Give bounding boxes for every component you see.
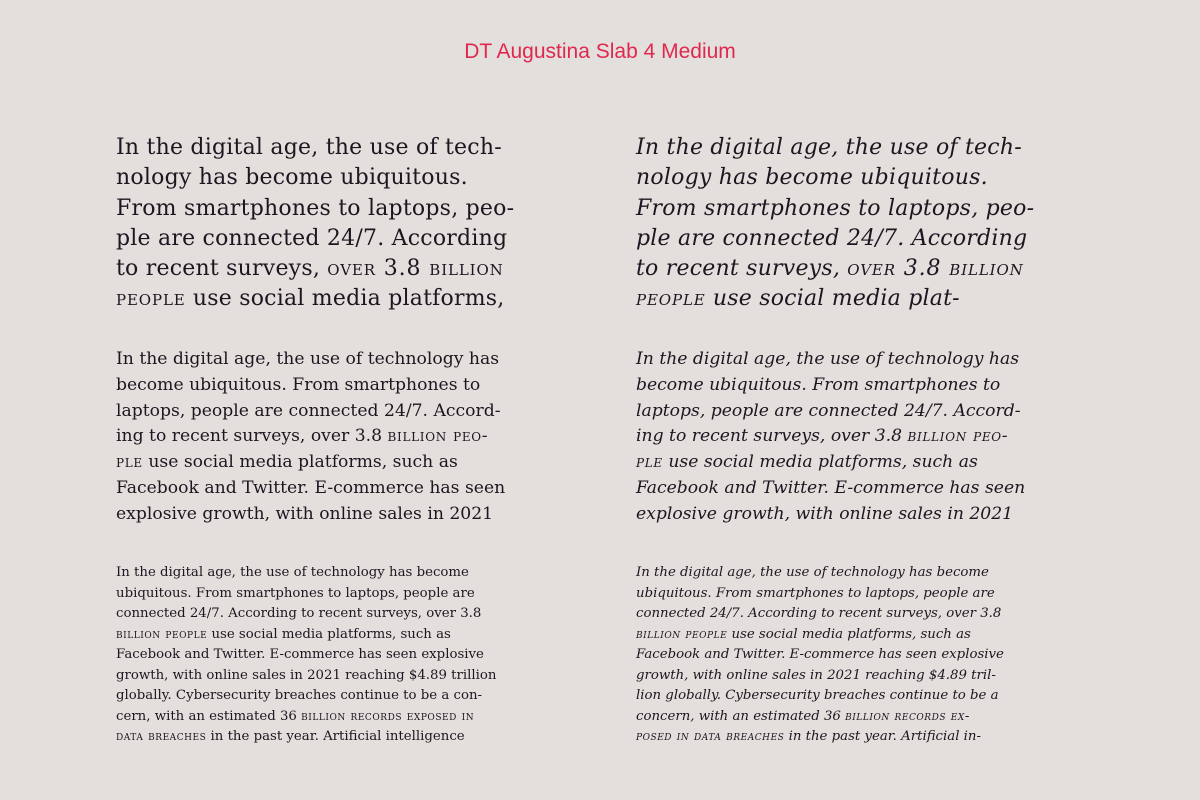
text-line (636, 133, 1034, 163)
text-run: in the past year. Artificial in- (784, 729, 981, 744)
italic-medium-paragraph (636, 347, 1025, 528)
text-run: nology has become ubiquitous. (116, 165, 468, 191)
text-line (116, 563, 496, 584)
specimen-title: DT Augustina Slab 4 Medium (464, 40, 736, 63)
text-run: explosive growth, with online sales in 2021 (636, 503, 1014, 524)
text-run: to recent surveys, (116, 256, 328, 282)
text-line (116, 163, 514, 193)
text-run: use social media plat- (705, 286, 960, 312)
small-caps-run: over 3.8 billion (847, 256, 1024, 282)
text-run: use social media platforms, such as (662, 452, 978, 473)
text-run: In the digital age, the use of tech- (636, 135, 1022, 160)
text-line (636, 224, 1034, 254)
small-caps-run: people (636, 286, 706, 312)
text-line (636, 707, 1004, 728)
small-caps-run: ple (636, 452, 663, 473)
roman-large-paragraph (116, 133, 514, 315)
text-line (636, 194, 1034, 224)
text-line (116, 373, 505, 399)
text-run: Facebook and Twitter. E-commerce has seen (636, 477, 1026, 498)
text-line (116, 727, 496, 748)
text-line (636, 686, 1004, 707)
text-run: laptops, people are connected 24/7. Accord- (116, 400, 501, 421)
text-line (636, 476, 1025, 502)
text-run: growth, with online sales in 2021 reaching $4.89 tril- (636, 667, 996, 683)
text-line (636, 424, 1025, 450)
text-line (116, 625, 496, 646)
text-run: In the digital age, the use of technology has become (116, 565, 469, 580)
small-caps-run: billion records ex- (845, 708, 970, 724)
small-caps-run: posed in data breaches (636, 729, 785, 744)
small-caps-run: ple (116, 452, 143, 473)
text-run: use social media platforms, such as (727, 626, 971, 642)
text-line (116, 707, 496, 728)
text-line (636, 563, 1004, 584)
text-line (636, 163, 1034, 193)
text-run: In the digital age, the use of technology has (116, 349, 500, 369)
text-run: in the past year. Artificial intelligence (206, 729, 465, 744)
small-caps-run: billion peo- (387, 426, 489, 447)
text-line (116, 254, 514, 284)
text-line (116, 502, 505, 528)
text-line (116, 645, 496, 666)
text-run: In the digital age, the use of technology has (636, 349, 1020, 369)
text-line (116, 194, 514, 224)
text-line (636, 584, 1004, 605)
text-run: growth, with online sales in 2021 reaching $4.89 trillion (116, 667, 497, 683)
text-run: use social media platforms, such as (207, 626, 451, 642)
text-run: In the digital age, the use of technology has become (636, 565, 989, 580)
text-run: From smartphones to laptops, peo- (116, 195, 515, 221)
text-run: to recent surveys, (636, 256, 848, 282)
roman-small-paragraph (116, 563, 496, 748)
text-run: explosive growth, with online sales in 2021 (116, 503, 494, 524)
text-run: ing to recent surveys, over 3.8 (636, 426, 908, 447)
text-run: become ubiquitous. From smartphones to (636, 374, 1001, 395)
text-line (116, 284, 514, 314)
italic-small-paragraph (636, 563, 1004, 748)
text-line (116, 450, 505, 476)
text-line (116, 666, 496, 687)
text-run: use social media platforms, such as (142, 452, 458, 473)
text-run: connected 24/7. According to recent surveys, over 3.8 (116, 606, 482, 621)
text-line (116, 424, 505, 450)
text-run: nology has become ubiquitous. (636, 165, 988, 191)
text-line (116, 347, 505, 373)
text-line (116, 604, 496, 625)
text-run: Facebook and Twitter. E-commerce has seen explosive (636, 647, 1004, 662)
text-run: become ubiquitous. From smartphones to (116, 374, 481, 395)
small-caps-run: billion people (116, 626, 208, 642)
text-run: ing to recent surveys, over 3.8 (116, 426, 388, 447)
text-line (116, 476, 505, 502)
text-run: cern, with an estimated 36 (116, 708, 302, 724)
text-run: ple are connected 24/7. According (636, 225, 1028, 251)
text-run: ubiquitous. From smartphones to laptops, people are (636, 585, 995, 601)
text-run: In the digital age, the use of tech- (116, 135, 502, 160)
text-line (636, 604, 1004, 625)
text-line (116, 399, 505, 425)
text-run: Facebook and Twitter. E-commerce has seen explosive (116, 647, 484, 662)
italic-large-paragraph (636, 133, 1034, 315)
text-run: From smartphones to laptops, peo- (636, 195, 1035, 221)
text-run: ple are connected 24/7. According (116, 225, 508, 251)
roman-medium-paragraph (116, 347, 505, 528)
text-line (636, 502, 1025, 528)
text-run: concern, with an estimated 36 (636, 708, 846, 724)
text-line (636, 625, 1004, 646)
text-line (636, 347, 1025, 373)
text-run: Facebook and Twitter. E-commerce has seen (116, 477, 506, 498)
text-run: ubiquitous. From smartphones to laptops, people are (116, 585, 475, 601)
text-line (636, 645, 1004, 666)
text-line (636, 373, 1025, 399)
text-line (116, 133, 514, 163)
text-run: lion globally. Cybersecurity breaches continue to be a (636, 688, 999, 703)
text-line (116, 686, 496, 707)
text-run: use social media platforms, (185, 286, 505, 312)
small-caps-run: billion people (636, 626, 728, 642)
text-line (636, 399, 1025, 425)
text-line (636, 450, 1025, 476)
small-caps-run: people (116, 286, 186, 312)
small-caps-run: over 3.8 billion (327, 256, 504, 282)
text-line (636, 666, 1004, 687)
text-line (116, 584, 496, 605)
small-caps-run: billion peo- (907, 426, 1009, 447)
small-caps-run: billion records exposed in (301, 708, 475, 724)
text-line (116, 224, 514, 254)
text-run: laptops, people are connected 24/7. Accord- (636, 400, 1021, 421)
text-line (636, 284, 1034, 314)
text-run: globally. Cybersecurity breaches continue to be a con- (116, 688, 483, 703)
small-caps-run: data breaches (116, 729, 207, 744)
text-run: connected 24/7. According to recent surveys, over 3.8 (636, 606, 1002, 621)
text-line (636, 727, 1004, 748)
text-line (636, 254, 1034, 284)
